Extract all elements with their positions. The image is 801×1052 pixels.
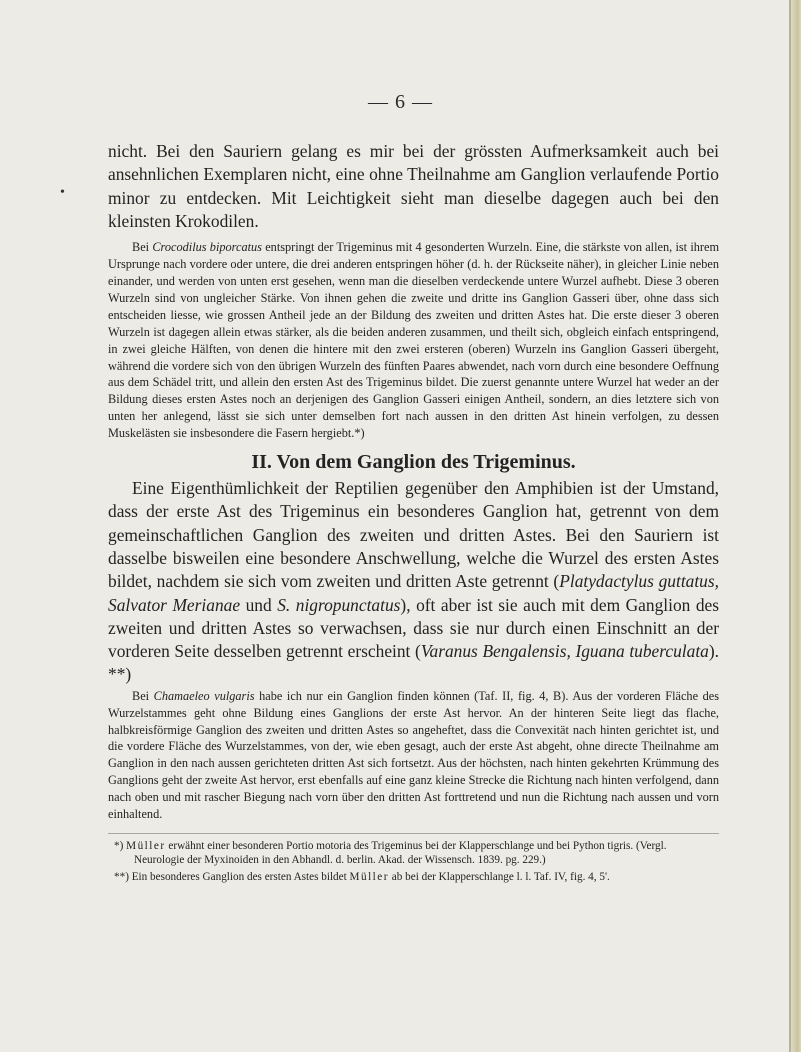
margin-mark: • <box>60 185 65 200</box>
footnote-1-author: Müller <box>126 839 166 852</box>
species-group-1: Platydactylus guttatus, Salvator Merianae <box>108 571 719 615</box>
page-edge-shadow <box>789 0 791 1052</box>
paragraph-intro: nicht. Bei den Sauriern gelang es mir bei der grössten Aufmerksamkeit auch bei ansehnlichen Exemplaren nicht, eine ohne Theilnahme am Ganglion verlaufende Portio minor zu entdecken. Mit Leichtigkeit sieht man dieselbe dagegen auch bei den kleinsten Krokodilen. <box>108 141 719 231</box>
footnote-ref-2: **) <box>108 664 132 685</box>
paragraph-chamaeleo-text: habe ich nur ein Ganglion finden können (Taf. II, fig. 4, B). Aus der vorderen Fläche des Wurzelstammes geht ohne Bildung eines Ganglions der erste Ast hervor. An der hinteren Seite liegt das flache, halbkreisförmige Ganglion des zweiten und dritten Astes so angeheftet, dass die Convexität nach hinten gerichtet ist, und die vordere Fläche des Wurzelstammes, von der, wie eben gesagt, auch der erste Ast abgeht, ohne directe Theilnahme am Ganglion in den nach aussen gerichteten dritten Ast sich fortsetzt. Aus der höchsten, nach hinten gekehrten Krümmung des Ganglions geht der zweite Ast hervor, erst ebenfalls auf eine ganz kleine Strecke die Richtung nach hinten verfolgend, dann nach oben und mit rascher Biegung nach vorn über den dritten Ast forttretend und nun die Richtung nach aussen und vorn einhaltend. <box>108 688 720 822</box>
footnotes <box>108 833 719 884</box>
paragraph-main-text-mid: und <box>240 594 278 615</box>
footnote-2-text-after: ab bei der Klapperschlange l. l. Taf. IV, fig. 4, 5'. <box>391 870 610 883</box>
section-heading: II. Von dem Ganglion des Trigeminus. <box>251 451 576 474</box>
footnote-1 <box>108 839 719 868</box>
paragraph-main <box>108 477 719 687</box>
footnote-1-mark: *) <box>114 839 124 852</box>
footnote-1-text: erwähnt einer besonderen Portio motoria des Trigeminus bei der Klapperschlange und bei Python tigris. (Vergl. Neurologie der Myxinoiden in den Abhandl. d. berlin. Akad. der Wissensch. 1839. pg. 229.) <box>134 839 667 867</box>
paragraph-crocodilus-start: Bei <box>132 240 150 255</box>
paragraph-crocodilus <box>108 239 719 442</box>
footnote-2-text-before: Ein besonderes Ganglion des ersten Astes bildet <box>131 870 347 883</box>
paragraph-chamaeleo-start: Bei <box>132 688 150 703</box>
paragraph-crocodilus-text: entspringt der Trigeminus mit 4 gesonderten Wurzeln. Eine, die stärkste von allen, ist ihrem Ursprunge nach vordere oder untere, die drei anderen entspringen höher (d. h. der Rückseite näher), in gleicher Linie neben einander, und werden von unten erst gesehen, wenn man die dieselben verdeckende untere Wurzel aufhebt. Diese 3 oberen Wurzeln sind von ungleicher Stärke. Von ihnen gehen die zweite und dritte ins Ganglion Gasseri über, ohne dass sich entscheiden liesse, wie grossen Antheil jede an der Bildung des zweiten und dritten Astes hat. Die erste dieser 3 oberen Wurzeln ist dagegen allein etwas stärker, als die beiden anderen zusammen, und theilt sich, obgleich einfach entspringend, in zwei gleiche Hälften, von denen die hintere mit den zwei ersteren (oberen) Wurzeln ins Ganglion Gasseri übergeht, während die vordere sich von den übrigen Wurzeln des fünften Paares abwendet, nach vorn durch eine besondere Oeffnung aus dem Schädel tritt, und allein den ersten Ast des Trigeminus bildet. Die zuerst genannte untere Wurzel hat weder an der Bildung dieses ersten Astes noch an derjenigen des Ganglion Gasseri einigen Antheil, sondern, an dies letztere sich von unten her anlegend, lässt sie sich unter demselben fort nach aussen in den dritten Ast hinein verfolgen, zu dessen Muskelästen sie insbesondere die Fasern hergiebt. <box>108 240 720 441</box>
footnote-2-mark: **) <box>114 870 129 883</box>
page-number: — 6 — <box>368 91 433 113</box>
page-content <box>108 140 719 886</box>
footnote-ref-1: *) <box>354 426 365 441</box>
footnote-2 <box>108 870 719 884</box>
footnote-2-author: Müller <box>349 870 389 883</box>
species-group-3: Varanus Bengalensis, Iguana tuberculata <box>420 641 709 662</box>
paragraph-chamaeleo <box>108 688 719 823</box>
paragraph-main-text-before: Eine Eigenthümlichkeit der Reptilien gegenüber den Amphibien ist der Umstand, dass der erste Ast des Trigeminus ein besonderes Ganglion hat, getrennt von dem gemeinschaftlichen Ganglion des zweiten und dritten Astes. Bei den Sauriern ist dasselbe bisweilen eine besondere Anschwellung, welche die Wurzel des ersten Astes bildet, nachdem sie sich vom zweiten und dritten Aste getrennt ( <box>108 478 719 592</box>
paragraph-main-text-end: ). <box>708 641 719 662</box>
species-group-2: S. nigropunctatus <box>277 594 401 615</box>
paragraph-main-text-after: ), oft aber ist sie auch mit dem Ganglion des zweiten und dritten Astes so verwachsen, dass sie nur durch einen Einschnitt an der vorderen Seite desselben getrennt erscheint ( <box>108 594 720 662</box>
species-chamaeleo: Chamaeleo vulgaris <box>153 688 255 703</box>
species-crocodilus: Crocodilus biporcatus <box>152 240 262 255</box>
